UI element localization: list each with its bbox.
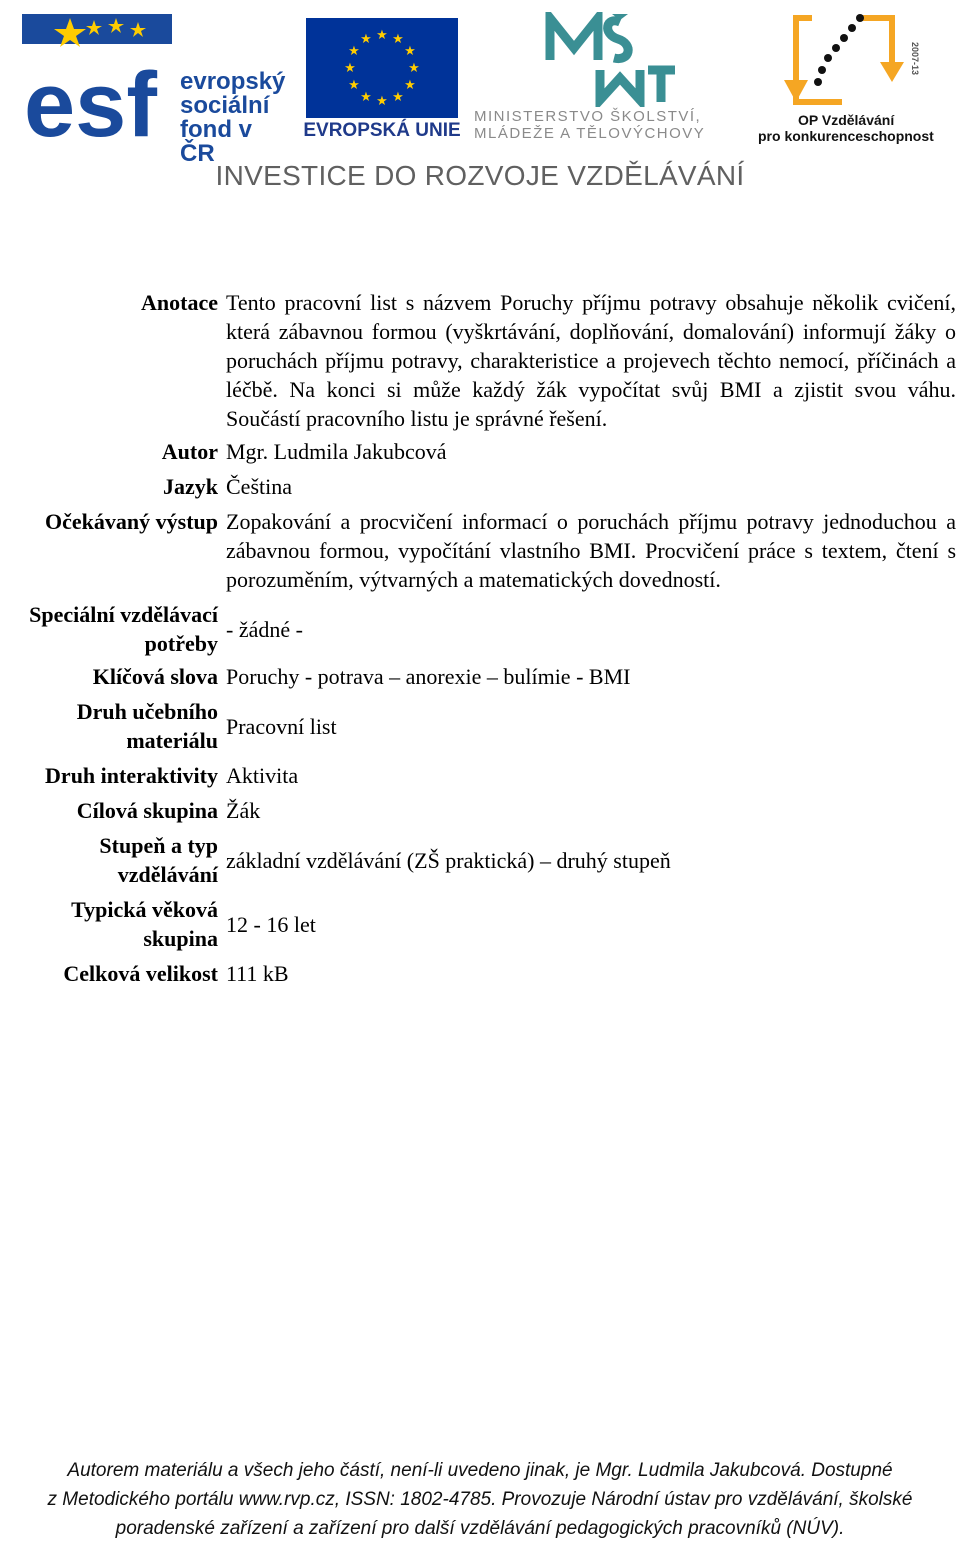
footer-attribution xyxy=(0,1456,960,1543)
meta-label: Celková velikost xyxy=(63,961,218,986)
esf-logo xyxy=(22,14,292,167)
meta-label: Cílová skupina xyxy=(76,798,218,823)
meta-row-celkova-velikost xyxy=(0,959,960,988)
msmt-mark-icon xyxy=(470,12,745,107)
svg-text:★: ★ xyxy=(360,32,372,47)
svg-text:esf: esf xyxy=(24,54,157,144)
meta-row-ocekavany-vystup xyxy=(0,507,960,594)
msmt-line-1: MINISTERSTVO ŠKOLSTVÍ, xyxy=(474,108,702,125)
svg-text:★: ★ xyxy=(376,94,388,109)
esf-line-1: evropský xyxy=(180,68,286,95)
eu-flag-icon xyxy=(306,18,458,118)
esf-text xyxy=(180,70,292,166)
meta-value: Tento pracovní list s názvem Poruchy příjmu potravy obsahuje několik cvičení, která zábavnou formou (vyškrtávání, doplňování, domalování) informují žáky o poruchách příjmu potravy, charakteristice a projevech těchto nemocí, příčinách a léčbě. Na konci si může každý žák vypočítat svůj BMI a zjistit svou váhu. Součástí pracovního listu je správné řešení. xyxy=(226,290,956,431)
meta-value: základní vzdělávání (ZŠ praktická) – druhý stupeň xyxy=(226,847,671,873)
esf-line-3: fond v ČR xyxy=(180,116,252,167)
svg-text:★: ★ xyxy=(344,61,356,76)
investice-banner: INVESTICE DO ROZVOJE VZDĚLÁVÁNÍ xyxy=(215,160,745,191)
op-vk-mark-icon xyxy=(752,12,932,112)
meta-row-druh-materialu xyxy=(0,697,960,755)
metadata-table xyxy=(0,288,960,992)
svg-text:★: ★ xyxy=(392,32,404,47)
op-line-2: pro konkurenceschopnost xyxy=(758,128,934,144)
meta-value: 12 - 16 let xyxy=(226,911,316,937)
meta-label: Autor xyxy=(161,439,218,464)
meta-row-anotace xyxy=(0,288,960,433)
esf-mark-icon xyxy=(22,14,182,144)
meta-row-klicova-slova xyxy=(0,662,960,691)
svg-text:★: ★ xyxy=(360,90,372,105)
meta-label: Jazyk xyxy=(163,474,218,499)
footer-line-3: poradenské zařízení a zařízení pro další vzdělávání pedagogických pracovníků (NÚV). xyxy=(115,1518,845,1539)
esf-line-2: sociální xyxy=(180,92,270,119)
meta-label: Očekávaný výstup xyxy=(45,509,218,534)
meta-label: Druh interaktivity xyxy=(45,763,218,788)
meta-value: 111 kB xyxy=(226,961,289,986)
meta-value: Poruchy - potrava – anorexie – bulímie - BMI xyxy=(226,664,631,689)
meta-row-jazyk xyxy=(0,472,960,501)
op-vk-logo xyxy=(752,12,932,147)
meta-value: - žádné - xyxy=(226,616,303,642)
meta-row-specialni-potreby xyxy=(0,600,960,658)
svg-text:★: ★ xyxy=(404,44,416,59)
svg-text:2007-13: 2007-13 xyxy=(910,42,920,76)
meta-value: Mgr. Ludmila Jakubcová xyxy=(226,439,447,464)
svg-text:★: ★ xyxy=(408,61,420,76)
meta-value: Čeština xyxy=(226,474,292,499)
eu-logo xyxy=(302,16,462,146)
meta-value: Zopakování a procvičení informací o poruchách příjmu potravy jednoduchou a zábavnou formou, vypočítání vlastního BMI. Procvičení práce s textem, čtení s porozuměním, výtvarných a matematických dovedností. xyxy=(226,509,956,592)
op-line-1: OP Vzdělávání xyxy=(798,112,895,128)
meta-row-cilova-skupina xyxy=(0,796,960,825)
meta-row-stupen-typ xyxy=(0,831,960,889)
meta-label: Stupeň a typ vzdělávání xyxy=(99,833,218,887)
eu-text: EVROPSKÁ UNIE xyxy=(303,120,461,141)
meta-label: Typická věková skupina xyxy=(71,897,218,951)
footer-line-1: Autorem materiálu a všech jeho částí, není-li uvedeno jinak, je Mgr. Ludmila Jakubcová. Dostupné xyxy=(67,1460,893,1481)
meta-label: Anotace xyxy=(141,290,218,315)
svg-text:★: ★ xyxy=(348,44,360,59)
msmt-line-2: MLÁDEŽE A TĚLOVÝCHOVY xyxy=(474,125,706,142)
svg-text:★: ★ xyxy=(348,78,360,93)
meta-value: Žák xyxy=(226,798,261,823)
msmt-logo xyxy=(470,12,745,142)
meta-label: Druh učebního materiálu xyxy=(76,699,218,753)
meta-label: Klíčová slova xyxy=(92,664,218,689)
meta-value: Pracovní list xyxy=(226,713,337,739)
meta-label: Speciální vzdělávací potřeby xyxy=(29,602,218,656)
footer-line-2: z Metodického portálu www.rvp.cz, ISSN: 1802-4785. Provozuje Národní ústav pro vzdělávání, školské xyxy=(47,1489,913,1510)
svg-text:★: ★ xyxy=(376,28,388,43)
meta-row-vekova-skupina xyxy=(0,895,960,953)
header-logos xyxy=(0,0,960,200)
svg-text:★: ★ xyxy=(404,78,416,93)
meta-row-druh-interaktivity xyxy=(0,761,960,790)
svg-text:★: ★ xyxy=(392,90,404,105)
meta-value: Aktivita xyxy=(226,763,299,788)
meta-row-autor xyxy=(0,437,960,466)
